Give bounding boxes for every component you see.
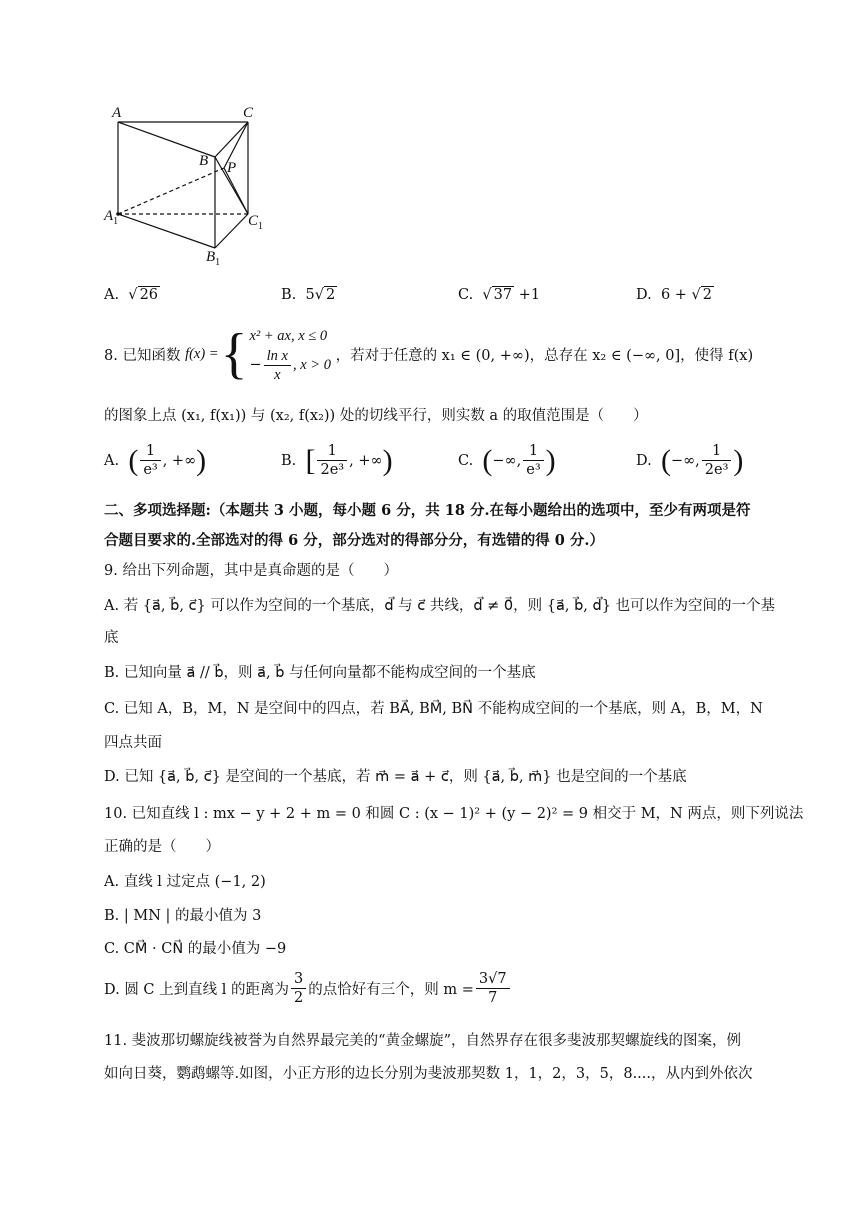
- q10-option-a: A. 直线 l 过定点 (−1, 2): [104, 874, 266, 890]
- q8-option-b: B. [ $\frac{1}{\text{2e³}}$ , +∞ ): [281, 443, 393, 478]
- label-C: C: [243, 105, 254, 121]
- label-A: A: [112, 105, 122, 121]
- q11-stem: 11. 斐波那切螺旋线被誉为自然界最完美的“黄金螺旋”，自然界存在很多斐波那契螺旋线的图案，例: [104, 1033, 741, 1049]
- label-C1: $C_1$: [248, 213, 264, 232]
- q7-option-d: D. 6 + √ 2: [636, 287, 713, 303]
- q10-stem-cont: 正确的是（ ）: [104, 839, 220, 855]
- q9-option-d: D. 已知 {a⃗, b⃗, c⃗} 是空间的一个基底，若 m⃗ = a⃗ + c⃗，则 {a⃗, b⃗, m⃗} 也是空间的一个基底: [104, 769, 687, 785]
- q8-stem-line2: 的图象上点 (x₁, f(x₁)) 与 (x₂, f(x₂)) 处的切线平行，则实数 a 的取值范围是（ ）: [104, 408, 648, 424]
- prism-figure: [100, 100, 290, 275]
- q8-option-d: D. ( −∞, $\frac{1}{\text{2e³}}$ ): [636, 443, 744, 478]
- q8-option-c: C. ( −∞, $\frac{1}{\text{e³}}$ ): [458, 443, 556, 478]
- q10-stem: 10. 已知直线 l : mx − y + 2 + m = 0 和圆 C : (x − 1)² + (y − 2)² = 9 相交于 M，N 两点，则下列说法: [104, 806, 804, 822]
- q9-option-c-cont: 四点共面: [104, 735, 162, 751]
- label-P: P: [227, 160, 237, 176]
- q11-stem-cont: 如向日葵，鹦鹉螺等.如图，小正方形的边长分别为斐波那契数 1，1，2，3，5，8....，从内到外依次: [104, 1066, 753, 1082]
- q8-option-a: A. ( $\frac{1}{\text{e³}}$ , +∞ ): [104, 443, 207, 478]
- q9-option-c: C. 已知 A，B，M，N 是空间中的四点，若 BA⃗, BM⃗, BN⃗ 不能构成空间的一个基底，则 A，B，M，N: [104, 701, 763, 717]
- q7-option-c: C. √ 37 +1: [458, 287, 541, 303]
- q9-option-a-cont: 底: [104, 630, 119, 646]
- q8-stem: 8. 已知函数 f(x) = { x² + ax, x ≤ 0 − $\frac{\text{ln x}}{x}$ , x > 0 ，若对于任意的 x₁ ∈ (0, +∞)，总存在 x₂ ∈ (−∞, 0]，使得 f(x): [104, 323, 754, 385]
- q9-stem: 9. 给出下列命题，其中是真命题的是（ ）: [104, 563, 398, 579]
- q9-option-b: B. 已知向量 a⃗ // b⃗，则 a⃗, b⃗ 与任何向量都不能构成空间的一个基底: [104, 665, 536, 681]
- section-2-heading-cont: 合题目要求的.全部选对的得 6 分，部分选对的得部分分，有选错的得 0 分.）: [104, 532, 604, 549]
- q7-option-b: B. 5√ 2: [281, 287, 336, 303]
- label-A1: $A_1$: [104, 208, 119, 227]
- q9-option-a: A. 若 {a⃗, b⃗, c⃗} 可以作为空间的一个基底，d⃗ 与 c⃗ 共线，d⃗ ≠ 0⃗，则 {a⃗, b⃗, d⃗} 也可以作为空间的一个基: [104, 598, 776, 614]
- label-B1: $B_1$: [206, 249, 221, 268]
- q10-option-d: D. 圆 C 上到直线 l 的距离为 $\frac{3}{2}$ 的点恰好有三个，则 m = $\frac{3√7}{7}$: [104, 970, 512, 1007]
- section-2-heading: 二、多项选择题:（本题共 3 小题，每小题 6 分，共 18 分.在每小题给出的选项中，至少有两项是符: [104, 502, 751, 519]
- q10-option-c: C. CM⃗ · CN⃗ 的最小值为 −9: [104, 941, 287, 957]
- label-B: B: [199, 153, 209, 169]
- q7-option-a: A. √ 26: [104, 287, 159, 303]
- q10-option-b: B. | MN | 的最小值为 3: [104, 908, 262, 924]
